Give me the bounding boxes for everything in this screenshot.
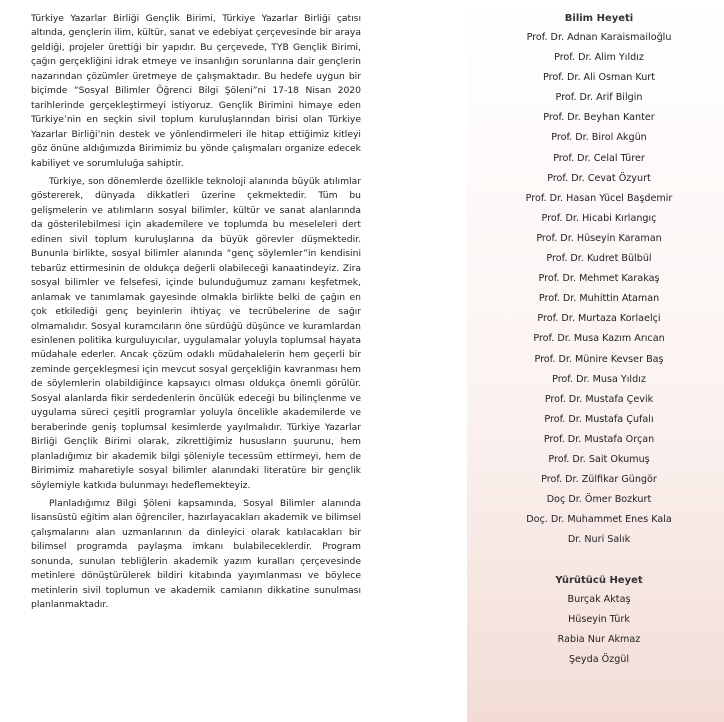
executive-committee-title: Yürütücü Heyet [555,575,643,586]
committee-member: Prof. Dr. Musa Kazım Arıcan [533,333,665,345]
scientific-committee [500,12,698,550]
committee-member: Doç. Dr. Muhammet Enes Kala [526,514,672,526]
committee-member: Prof. Dr. Musa Yıldız [552,373,646,385]
committee-member: Prof. Dr. Zülfikar Güngör [541,474,657,486]
committee-member: Hüseyin Türk [568,614,630,626]
committee-member: Prof. Dr. Hasan Yücel Başdemir [525,192,673,204]
committee-member: Prof. Dr. Celal Türer [553,152,645,164]
committee-member: Prof. Dr. Kudret Bülbül [546,253,652,265]
committee-member: Prof. Dr. Murtaza Korlaelçi [537,313,661,325]
committee-member: Prof. Dr. Mustafa Orçan [543,433,655,445]
committee-member: Prof. Dr. Birol Akgün [551,132,647,144]
committee-member: Prof. Dr. Ali Osman Kurt [543,72,655,84]
committee-member: Prof. Dr. Muhittin Ataman [538,293,660,305]
committee-member: Prof. Dr. Arif Bilgin [555,92,643,104]
committee-member: Prof. Dr. Hicabi Kırlangıç [541,212,657,224]
committee-member: Şeyda Özgül [568,654,630,666]
committee-member: Prof. Dr. Hüseyin Karaman [536,232,662,244]
committee-member: Prof. Dr. Adnan Karaismailoğlu [526,32,672,43]
paragraph-intro: Türkiye Yazarlar Birliği Gençlik Birimi, Türkiye Yazarlar Birliği çatısı altında, gençlerin ilim, kültür, sanat ve edebiyat çerçevesinde bir araya geldiği, projeler ürettiği bir yapıdır. Bu çerçevede, TYB Gençlik Birimi, çağın gerçekliğini idrak etmeye ve insanlığın sorunlarına dair gençlerin nazarından çözümler üretmeye de çalışmaktadır. Bu hedefe uygun bir biçimde “Sosyal Bilimler Öğrenci Bilgi Şöleni”ni 17-18 Nisan 2020 tarihlerinde gerçekleştirmeyi istiyoruz. Gençlik Birimini himaye eden Türkiye’nin en seçkin sivil toplum kuruluşlarından birisi olan Türkiye Yazarlar Birliği’nin destek ve yönlendirmeleri ile hitap ettiğimiz kitleyi göz önüne aldığımızda Birimimiz bu yönde çalışmaları organize edecek kabiliyet ve sorumluluğa sahiptir. [31,13,361,169]
body-text [31,12,361,613]
committee-member: Prof. Dr. Sait Okumuş [548,453,650,465]
committee-member: Dr. Nuri Salık [567,534,631,546]
committee-member: Prof. Dr. Mustafa Çevik [544,393,654,405]
committee-member: Rabia Nur Akmaz [557,634,641,646]
paragraph-context: Türkiye, son dönemlerde özellikle teknoloji alanında büyük atılımlar göstererek, dünyada dikkatleri üzerine çekmektedir. Tüm bu gelişmelerin ve atılımların sosyal bilimler, kültür ve sanat alanlarında da gösterilebilmesi için akademilere ve toplumda bu meseleleri dert edinen sivil toplum kuruluşlarına da büyük görevler düşmektedir. Bununla birlikte, sosyal bilimler alanında “genç söylemler”in kendisini tebarüz ettirmesinin de oldukça değerli olabileceği kanaatindeyiz. Zira sosyal bilimler ve felsefesi, içinde bulunduğumuz zamanı keşfetmek, anlamak ve tanımlamak gayesinde olmakla birlikte belki de çağın en çok etkilediği genç beyinlerin ihtiyaç ve tecrübelerine de sağır olmamalıdır. Sosyal kuramcıların öne sürdüğü düşünce ve kuramlardan esinlenen politika kurguluyıcılar, uygulamalar yoluyla toplumsal hayata müdahale ederler. Ancak çözüm odaklı müdahalelerin hem geçerli bir zeminde gerçekleşmesi için mevcut sosyal gerçekliğin kavranması hem de söylemlerin olabildiğince kapsayıcı olması oldukça önemli görülür. Sosyal alanlarda fikir serdedenlerin öncülük edeceği bu bilinçlenme ve uygulama süreci çeşitli programlar yoluyla öncelikle akademilerde ve beraberinde geniş toplumsal kesimlerde yayılmalıdır. Türkiye Yazarlar Birliği Gençlik Birimi olarak, zikrettiğimiz hususların şuurunu, hem planladığımız bir akademik bilgi şöleniyle tecessüm ettirmeyi, hem de Birimimiz maharetiyle sosyal bilimler alanındaki literatüre bir gençlik söylemiyle katkıda bulunmayı hedeflemekteyiz. [31,175,361,491]
committee-member: Prof. Dr. Beyhan Kanter [543,112,655,124]
committee-member: Prof. Dr. Alim Yıldız [554,52,644,64]
executive-committee [500,574,698,670]
paragraph-plan: Planladığımız Bilgi Şöleni kapsamında, Sosyal Bilimler alanında lisansüstü eğitim alan öğrenciler, hazırlayacakları akademik ve bilimsel çalışmalarını alan uzmanlarının da dinleyici olarak katılacakları bir bilimsel programda paylaşma imkanı bulabileceklerdir. Program sonunda, sunulan tebliğlerin akademik yazım kuralları çerçevesinde metinlere dönüştürülerek bildiri kitabında yayımlanması ve böylece metinlerin sivil toplumun ve akademik camianın dikkatine sunulması planlanmaktadır. [31,497,361,611]
scientific-committee-title: Bilim Heyeti [564,13,634,24]
committee-member: Doç Dr. Ömer Bozkurt [546,494,652,506]
committee-member: Burçak Aktaş [567,594,631,605]
committee-member: Prof. Dr. Mehmet Karakaş [538,273,660,285]
committee-member: Prof. Dr. Mustafa Çufalı [544,413,654,425]
committee-member: Prof. Dr. Münire Kevser Baş [534,353,664,365]
committee-member: Prof. Dr. Cevat Özyurt [547,172,651,184]
